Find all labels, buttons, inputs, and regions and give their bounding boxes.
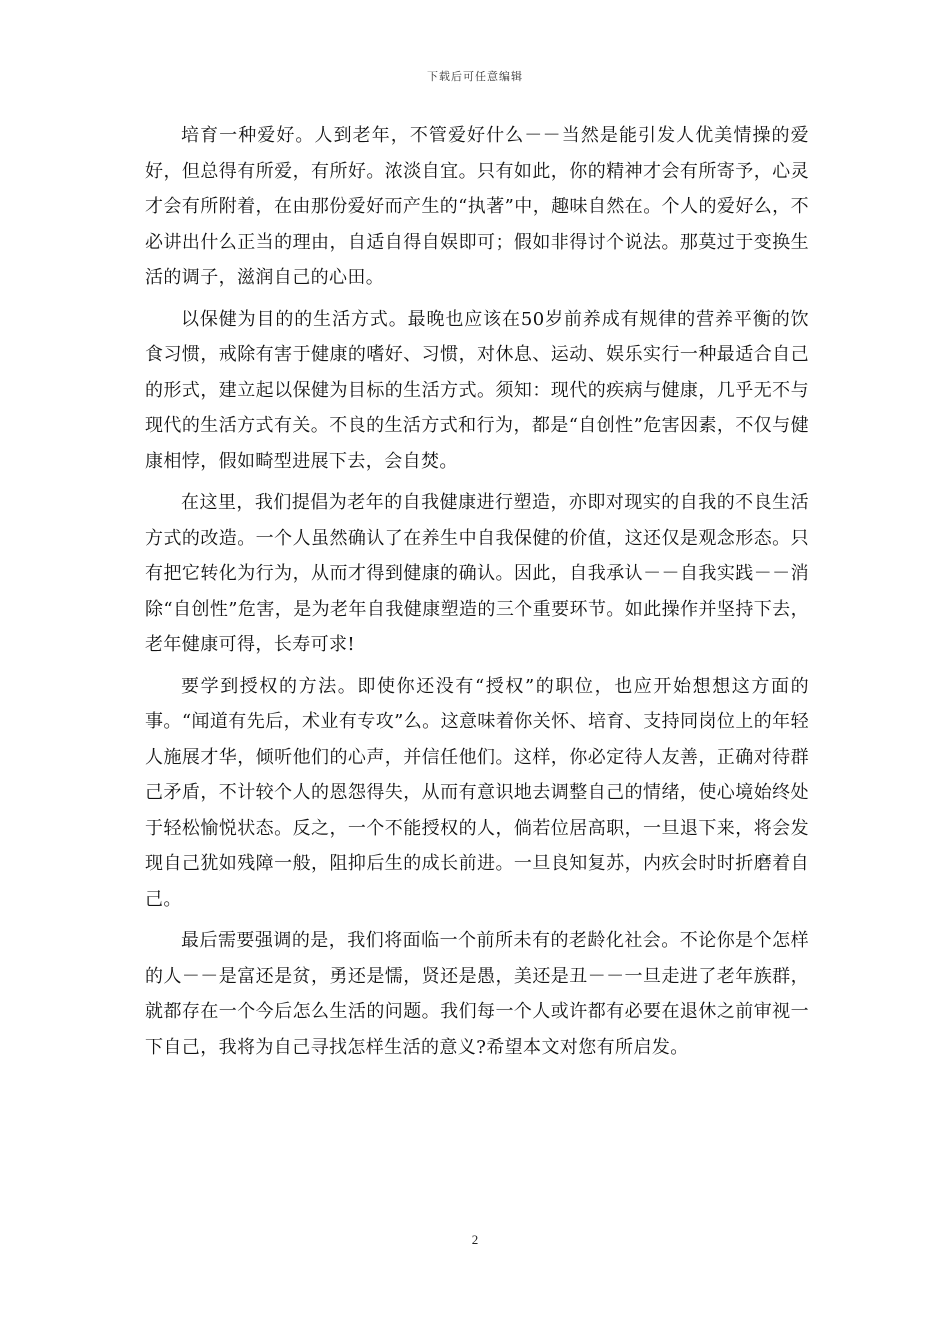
document-body xyxy=(145,118,809,1071)
paragraph-healthy-lifestyle: 以保健为目的的生活方式。最晚也应该在50岁前养成有规律的营养平衡的饮食习惯，戒除有害于健康的嗜好、习惯，对休息、运动、娱乐实行一种最适合自己的形式，建立起以保健为目标的生活方式。须知：现代的疾病与健康，几乎无不与现代的生活方式有关。不良的生活方式和行为，都是“自创性”危害因素，不仅与健康相悖，假如畸型进展下去，会自焚。 xyxy=(145,308,809,472)
page-header: 下载后可任意编辑 xyxy=(427,70,523,83)
paragraph-delegation: 要学到授权的方法。即使你还没有“授权”的职位，也应开始想想这方面的事。“闻道有先后，术业有专攻”么。这意味着你关怀、培育、支持同岗位上的年轻人施展才华，倾听他们的心声，并信任他们。这样，你必定待人友善，正确对待群己矛盾，不计较个人的恩怨得失，从而有意识地去调整自己的情绪，使心境始终处于轻松愉悦状态。反之，一个不能授权的人，倘若位居高职，一旦退下来，将会发现自己犹如残障一般，阻抑后生的成长前进。一旦良知复苏，内疚会时时折磨着自己。 xyxy=(145,675,809,910)
paragraph-conclusion: 最后需要强调的是，我们将面临一个前所未有的老龄化社会。不论你是个怎样的人－－是富还是贫，勇还是懦，贤还是愚，美还是丑－－一旦走进了老年族群，就都存在一个今后怎么生活的问题。我们每一个人或许都有必要在退休之前审视一下自己，我将为自己寻找怎样生活的意义?希望本文对您有所启发。 xyxy=(145,930,809,1058)
paragraph-hobby: 培育一种爱好。人到老年，不管爱好什么－－当然是能引发人优美情操的爱好，但总得有所爱，有所好。浓淡自宜。只有如此，你的精神才会有所寄予，心灵才会有所附着，在由那份爱好而产生的“执著”中，趣味自然在。个人的爱好么，不必讲出什么正当的理由，自适自得自娱即可；假如非得讨个说法。那莫过于变换生活的调子，滋润自己的心田。 xyxy=(145,125,809,288)
paragraph-self-health-shaping: 在这里，我们提倡为老年的自我健康进行塑造，亦即对现实的自我的不良生活方式的改造。一个人虽然确认了在养生中自我保健的价值，这还仅是观念形态。只有把它转化为行为，从而才得到健康的确认。因此，自我承认－－自我实践－－消除“自创性”危害，是为老年自我健康塑造的三个重要环节。如此操作并坚持下去，老年健康可得，长寿可求! xyxy=(145,492,809,655)
page-number: 2 xyxy=(471,1232,479,1247)
